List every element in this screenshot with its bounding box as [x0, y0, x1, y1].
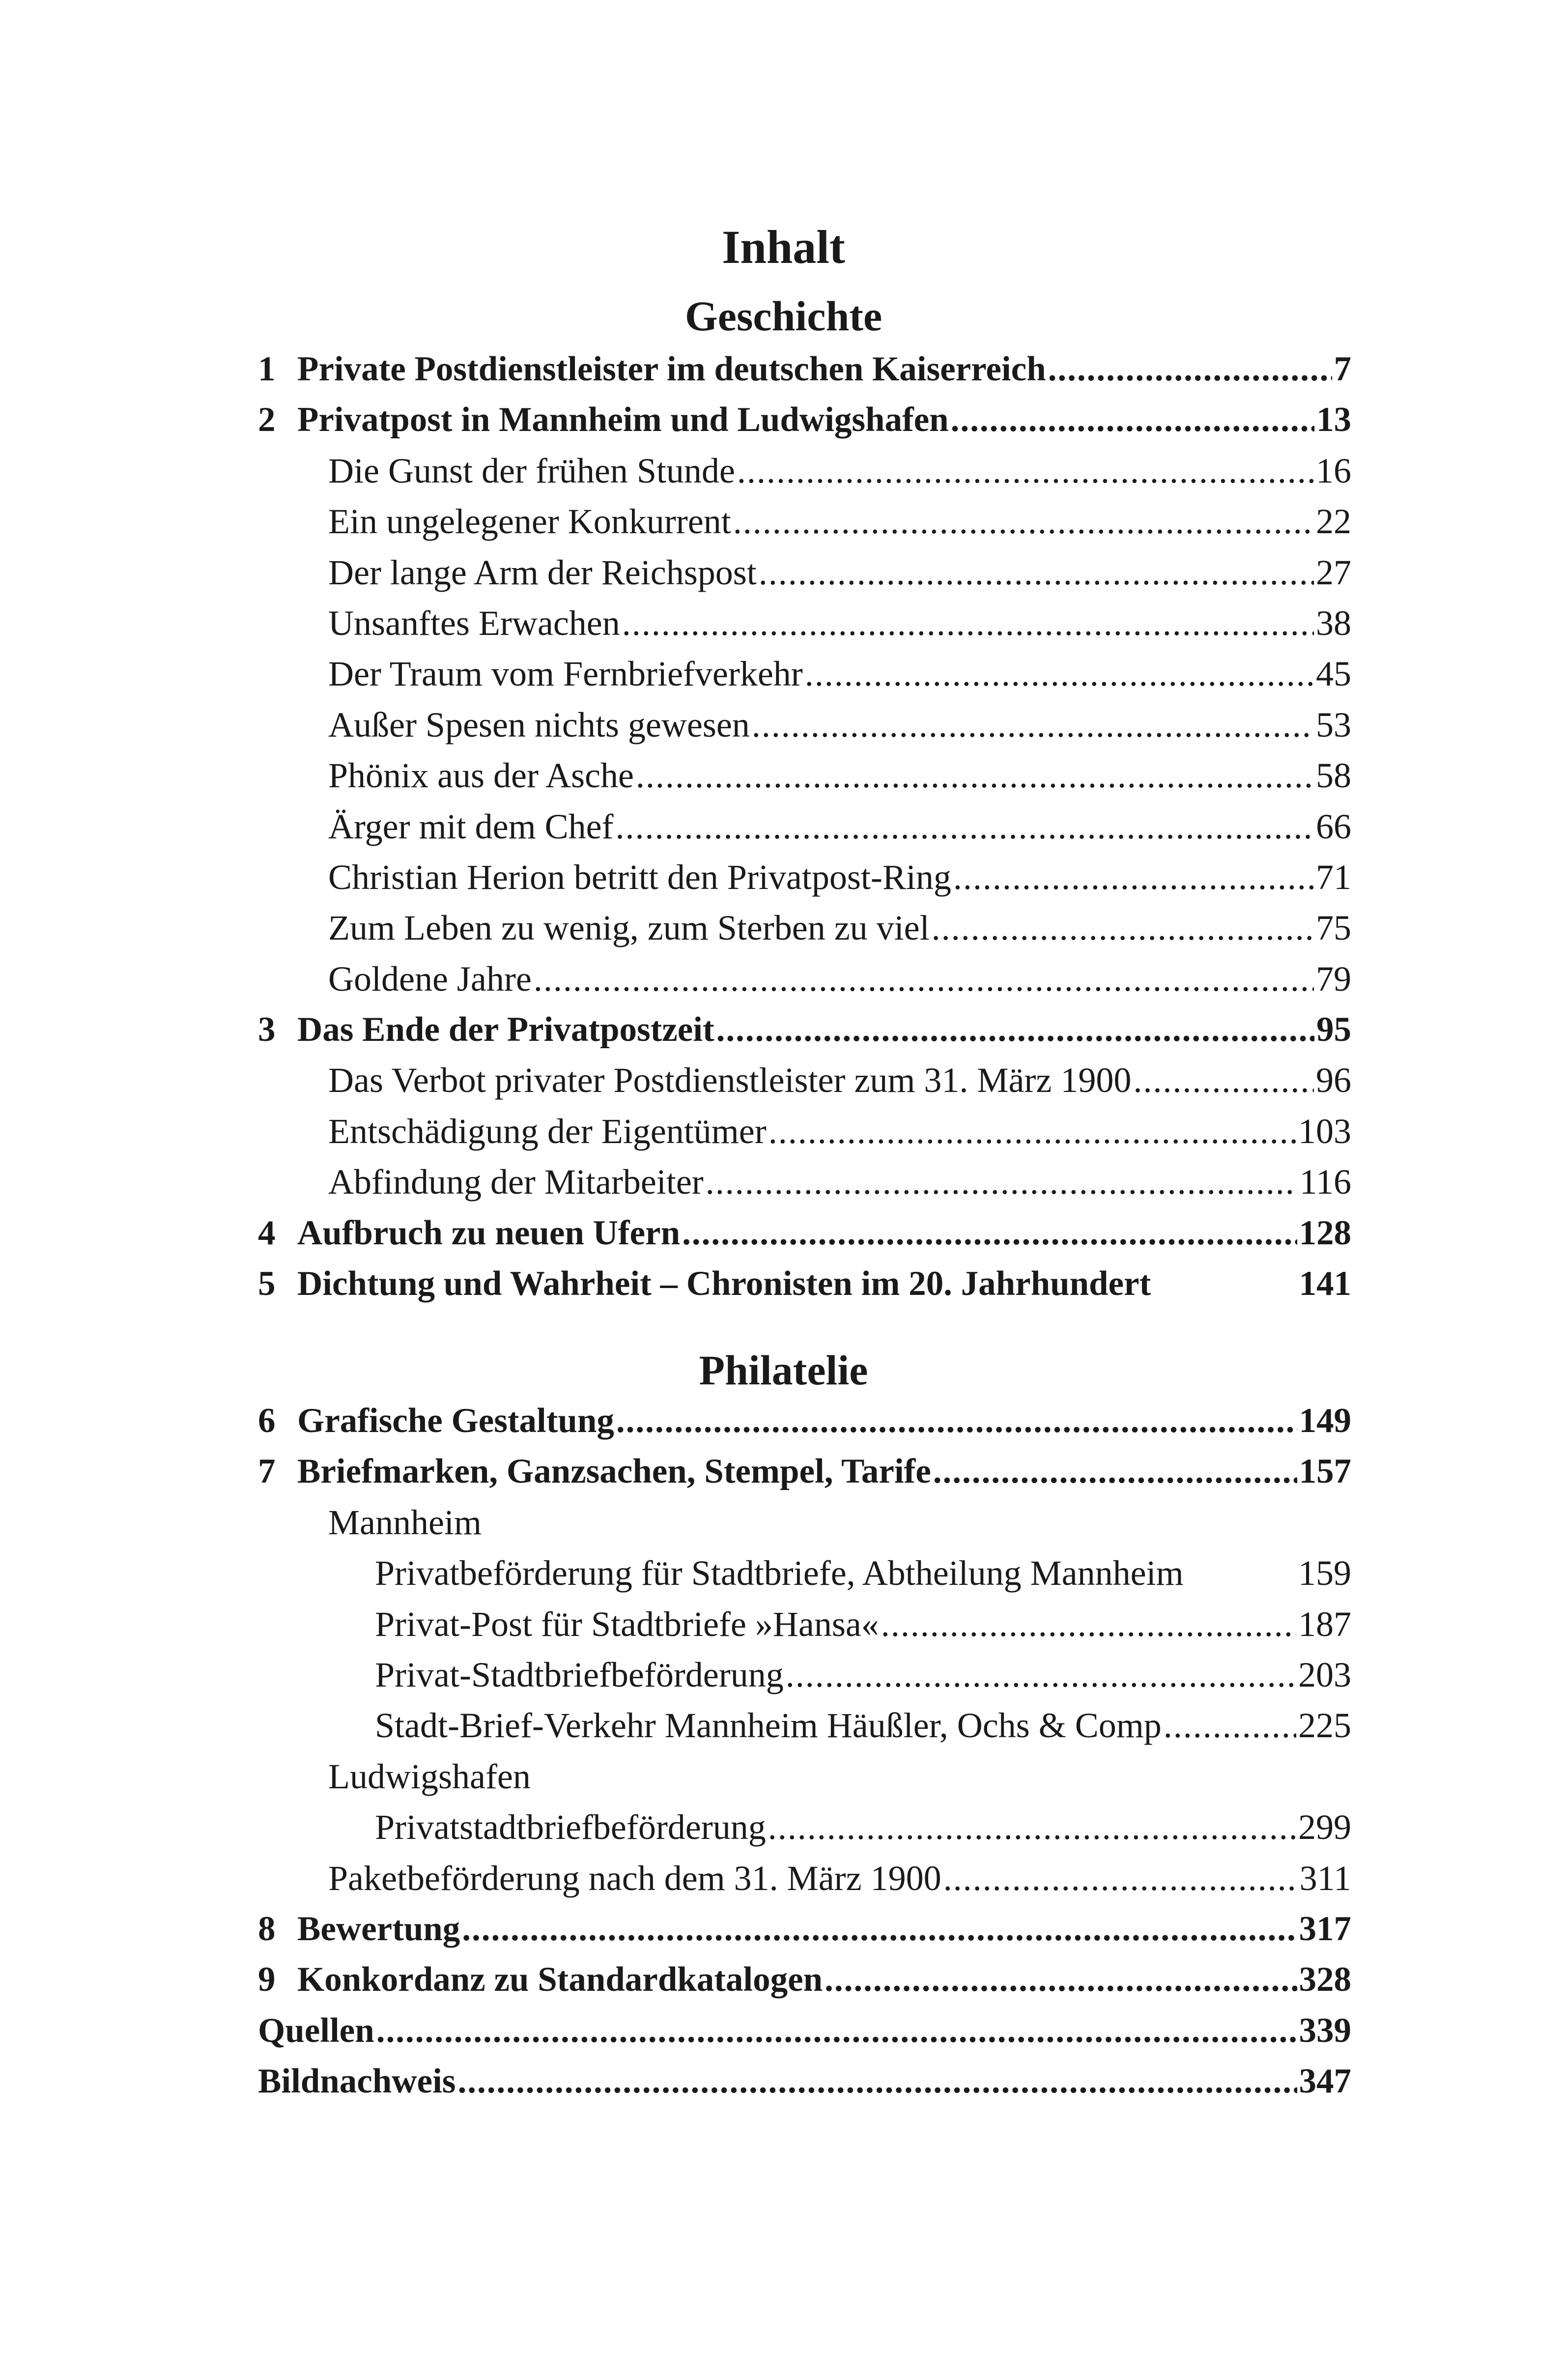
toc-entry-title: Privatbeförderung für Stadtbriefe, Abtheilung Mannheim [375, 1553, 1184, 1593]
toc-dot-leader [786, 1650, 1296, 1700]
toc-entry-number: 4 [258, 1213, 276, 1252]
toc-entry-title: Der lange Arm der Reichspost [328, 552, 757, 592]
toc-entry-page: 79 [1316, 959, 1351, 999]
toc-entry-page: 66 [1316, 806, 1351, 846]
toc-entry [258, 1157, 1351, 1207]
toc-entry [258, 1650, 1351, 1700]
toc-entry-title: Aufbruch zu neuen Ufern [297, 1213, 681, 1252]
toc-entry-page: 13 [1316, 401, 1351, 439]
toc-entry-page: 203 [1298, 1655, 1351, 1694]
toc-entry-title: Private Postdienstleister im deutschen Kaiserreich [297, 350, 1046, 388]
toc-entry-page: 116 [1299, 1162, 1351, 1202]
toc-entry-page: 328 [1299, 1960, 1351, 1999]
toc-dot-leader [951, 395, 1314, 445]
toc-entry-page: 311 [1299, 1858, 1351, 1898]
toc-entry-page: 22 [1316, 502, 1351, 542]
toc-entry-title: Abfindung der Mitarbeiter [328, 1162, 704, 1202]
toc-entry-title: Briefmarken, Ganzsachen, Stempel, Tarife [297, 1452, 931, 1491]
toc-entry-page: 157 [1299, 1452, 1351, 1491]
toc-dot-leader [716, 1004, 1314, 1055]
toc-entry-title: Privatpost in Mannheim und Ludwigshafen [297, 401, 949, 439]
toc-entry-page: 347 [1299, 2062, 1351, 2101]
toc-entry-title: Phönix aus der Asche [328, 756, 634, 796]
toc-entry-page: 95 [1316, 1010, 1351, 1049]
toc-entry-number: 7 [258, 1452, 276, 1491]
toc-dot-leader [616, 1396, 1297, 1446]
toc-entry-title: Die Gunst der frühen Stunde [328, 451, 735, 490]
toc-entry [258, 1208, 1351, 1259]
toc-dot-leader [768, 1802, 1296, 1853]
toc-entry [258, 1548, 1351, 1599]
toc-section-philatelie [258, 1396, 1351, 2107]
toc-entry [258, 1599, 1351, 1650]
toc-entry [258, 1259, 1351, 1309]
toc-entry-page: 58 [1316, 756, 1351, 796]
toc-entry-page: 317 [1299, 1909, 1351, 1948]
toc-entry [258, 1106, 1351, 1157]
toc-dot-leader [943, 1853, 1298, 1904]
toc-entry [258, 2006, 1351, 2056]
toc-entry [258, 1853, 1351, 1904]
toc-entry-title: Der Traum vom Fernbriefverkehr [328, 654, 803, 694]
toc-section-geschichte [258, 344, 1351, 1309]
toc-dot-leader [737, 446, 1314, 496]
toc-dot-leader [759, 547, 1314, 598]
toc-dot-leader [825, 1954, 1297, 2005]
toc-entry-title: Entschädigung der Eigentümer [328, 1111, 767, 1151]
toc-entry [258, 1004, 1351, 1055]
toc-entry [258, 954, 1351, 1004]
toc-entry-page: 7 [1334, 350, 1351, 388]
toc-entry-page: 45 [1316, 654, 1351, 694]
toc-entry-page: 339 [1299, 2011, 1351, 2050]
toc-entry-number: 8 [258, 1909, 276, 1948]
toc-entry-title: Ludwigshafen [328, 1756, 531, 1796]
toc-entry-number: 3 [258, 1010, 276, 1049]
toc-entry-title: Quellen [258, 2011, 374, 2050]
toc-entry-page: 16 [1316, 451, 1351, 490]
toc-entry-title: Paketbeförderung nach dem 31. März 1900 [328, 1858, 941, 1898]
toc-entry [258, 1751, 1351, 1802]
toc-entry [258, 649, 1351, 699]
toc-entry [258, 1802, 1351, 1853]
toc-entry [258, 1904, 1351, 1954]
toc-entry-number: 6 [258, 1402, 276, 1440]
toc-entry [258, 395, 1351, 445]
toc-dot-leader [1048, 344, 1332, 395]
toc-entry-page: 225 [1298, 1706, 1351, 1746]
toc-dot-leader [622, 598, 1314, 649]
toc-entry-number: 9 [258, 1960, 276, 1999]
toc-entry-page: 141 [1299, 1264, 1351, 1303]
toc-entry [258, 446, 1351, 496]
toc-dot-leader [462, 1904, 1297, 1954]
toc-entry [258, 547, 1351, 598]
toc-dot-leader [616, 802, 1314, 852]
toc-entry-page: 38 [1316, 603, 1351, 643]
toc-entry-page: 149 [1299, 1402, 1351, 1440]
toc-entry [258, 802, 1351, 852]
toc-entry-number: 5 [258, 1264, 276, 1303]
toc-dot-leader [932, 903, 1314, 953]
toc-entry-title: Grafische Gestaltung [297, 1402, 614, 1440]
toc-dot-leader [636, 750, 1314, 801]
toc-dot-leader [769, 1106, 1296, 1157]
toc-entry-title: Bewertung [297, 1909, 460, 1948]
toc-dot-leader [706, 1157, 1298, 1207]
toc-entry-page: 53 [1316, 705, 1351, 745]
toc-entry-page: 103 [1298, 1111, 1351, 1151]
toc-entry-title: Dichtung und Wahrheit – Chronisten im 20. Jahrhundert [297, 1264, 1151, 1303]
toc-entry-page: 71 [1316, 857, 1351, 897]
toc-dot-leader [953, 852, 1314, 903]
toc-entry-title: Privat-Stadtbriefbeförderung [375, 1655, 784, 1694]
toc-entry-title: Konkordanz zu Standardkatalogen [297, 1960, 823, 1999]
toc-entry [258, 1700, 1351, 1751]
toc-entry-title: Goldene Jahre [328, 959, 532, 999]
toc-dot-leader [805, 649, 1314, 699]
toc-entry-title: Stadt-Brief-Verkehr Mannheim Häußler, Ochs & Comp [375, 1706, 1162, 1746]
toc-dot-leader [376, 2006, 1297, 2056]
toc-dot-leader [682, 1208, 1297, 1259]
toc-entry-number: 2 [258, 401, 276, 439]
toc-entry-page: 159 [1298, 1553, 1351, 1593]
toc-entry-page: 187 [1298, 1604, 1351, 1644]
toc-dot-leader [457, 2056, 1297, 2107]
section-title-philatelie: Philatelie [699, 1347, 868, 1394]
toc-dot-leader [933, 1446, 1297, 1497]
toc-entry-page: 96 [1316, 1061, 1351, 1100]
toc-entry-title: Privat-Post für Stadtbriefe »Hansa« [375, 1604, 879, 1644]
toc-entry-title: Das Verbot privater Postdienstleister zum 31. März 1900 [328, 1061, 1132, 1100]
toc-entry [258, 496, 1351, 547]
toc-entry-title: Privatstadtbriefbeförderung [375, 1807, 766, 1847]
page-title: Inhalt [722, 221, 845, 273]
toc-entry [258, 750, 1351, 801]
toc-entry-page: 75 [1316, 908, 1351, 948]
toc-entry [258, 1954, 1351, 2005]
toc-entry-title: Christian Herion betritt den Privatpost-Ring [328, 857, 951, 897]
toc-dot-leader [534, 954, 1314, 1004]
toc-entry [258, 1055, 1351, 1106]
toc-entry-title: Unsanftes Erwachen [328, 603, 620, 643]
toc-entry [258, 903, 1351, 953]
toc-entry [258, 1396, 1351, 1446]
toc-dot-leader [752, 700, 1314, 750]
toc-dot-leader [1164, 1700, 1296, 1751]
toc-entry-title: Außer Spesen nichts gewesen [328, 705, 750, 745]
toc-entry-page: 27 [1316, 552, 1351, 592]
toc-entry-number: 1 [258, 350, 276, 388]
toc-dot-leader [881, 1599, 1296, 1650]
toc-dot-leader [733, 496, 1314, 547]
toc-entry-page: 299 [1298, 1807, 1351, 1847]
toc-entry-title: Mannheim [328, 1502, 482, 1542]
toc-entry [258, 1497, 1351, 1548]
toc-entry [258, 700, 1351, 750]
toc-entry [258, 344, 1351, 395]
toc-entry [258, 852, 1351, 903]
toc-entry [258, 2056, 1351, 2107]
toc-entry-page: 128 [1299, 1213, 1351, 1252]
toc-entry-title: Das Ende der Privatpostzeit [297, 1010, 714, 1049]
toc-entry-title: Ärger mit dem Chef [328, 806, 614, 846]
toc-dot-leader [1133, 1055, 1314, 1106]
toc-entry [258, 598, 1351, 649]
toc-entry-title: Bildnachweis [258, 2062, 456, 2101]
section-title-geschichte: Geschichte [684, 292, 883, 340]
toc-entry [258, 1446, 1351, 1497]
toc-entry-title: Ein ungelegener Konkurrent [328, 502, 731, 542]
toc-entry-title: Zum Leben zu wenig, zum Sterben zu viel [328, 908, 930, 948]
